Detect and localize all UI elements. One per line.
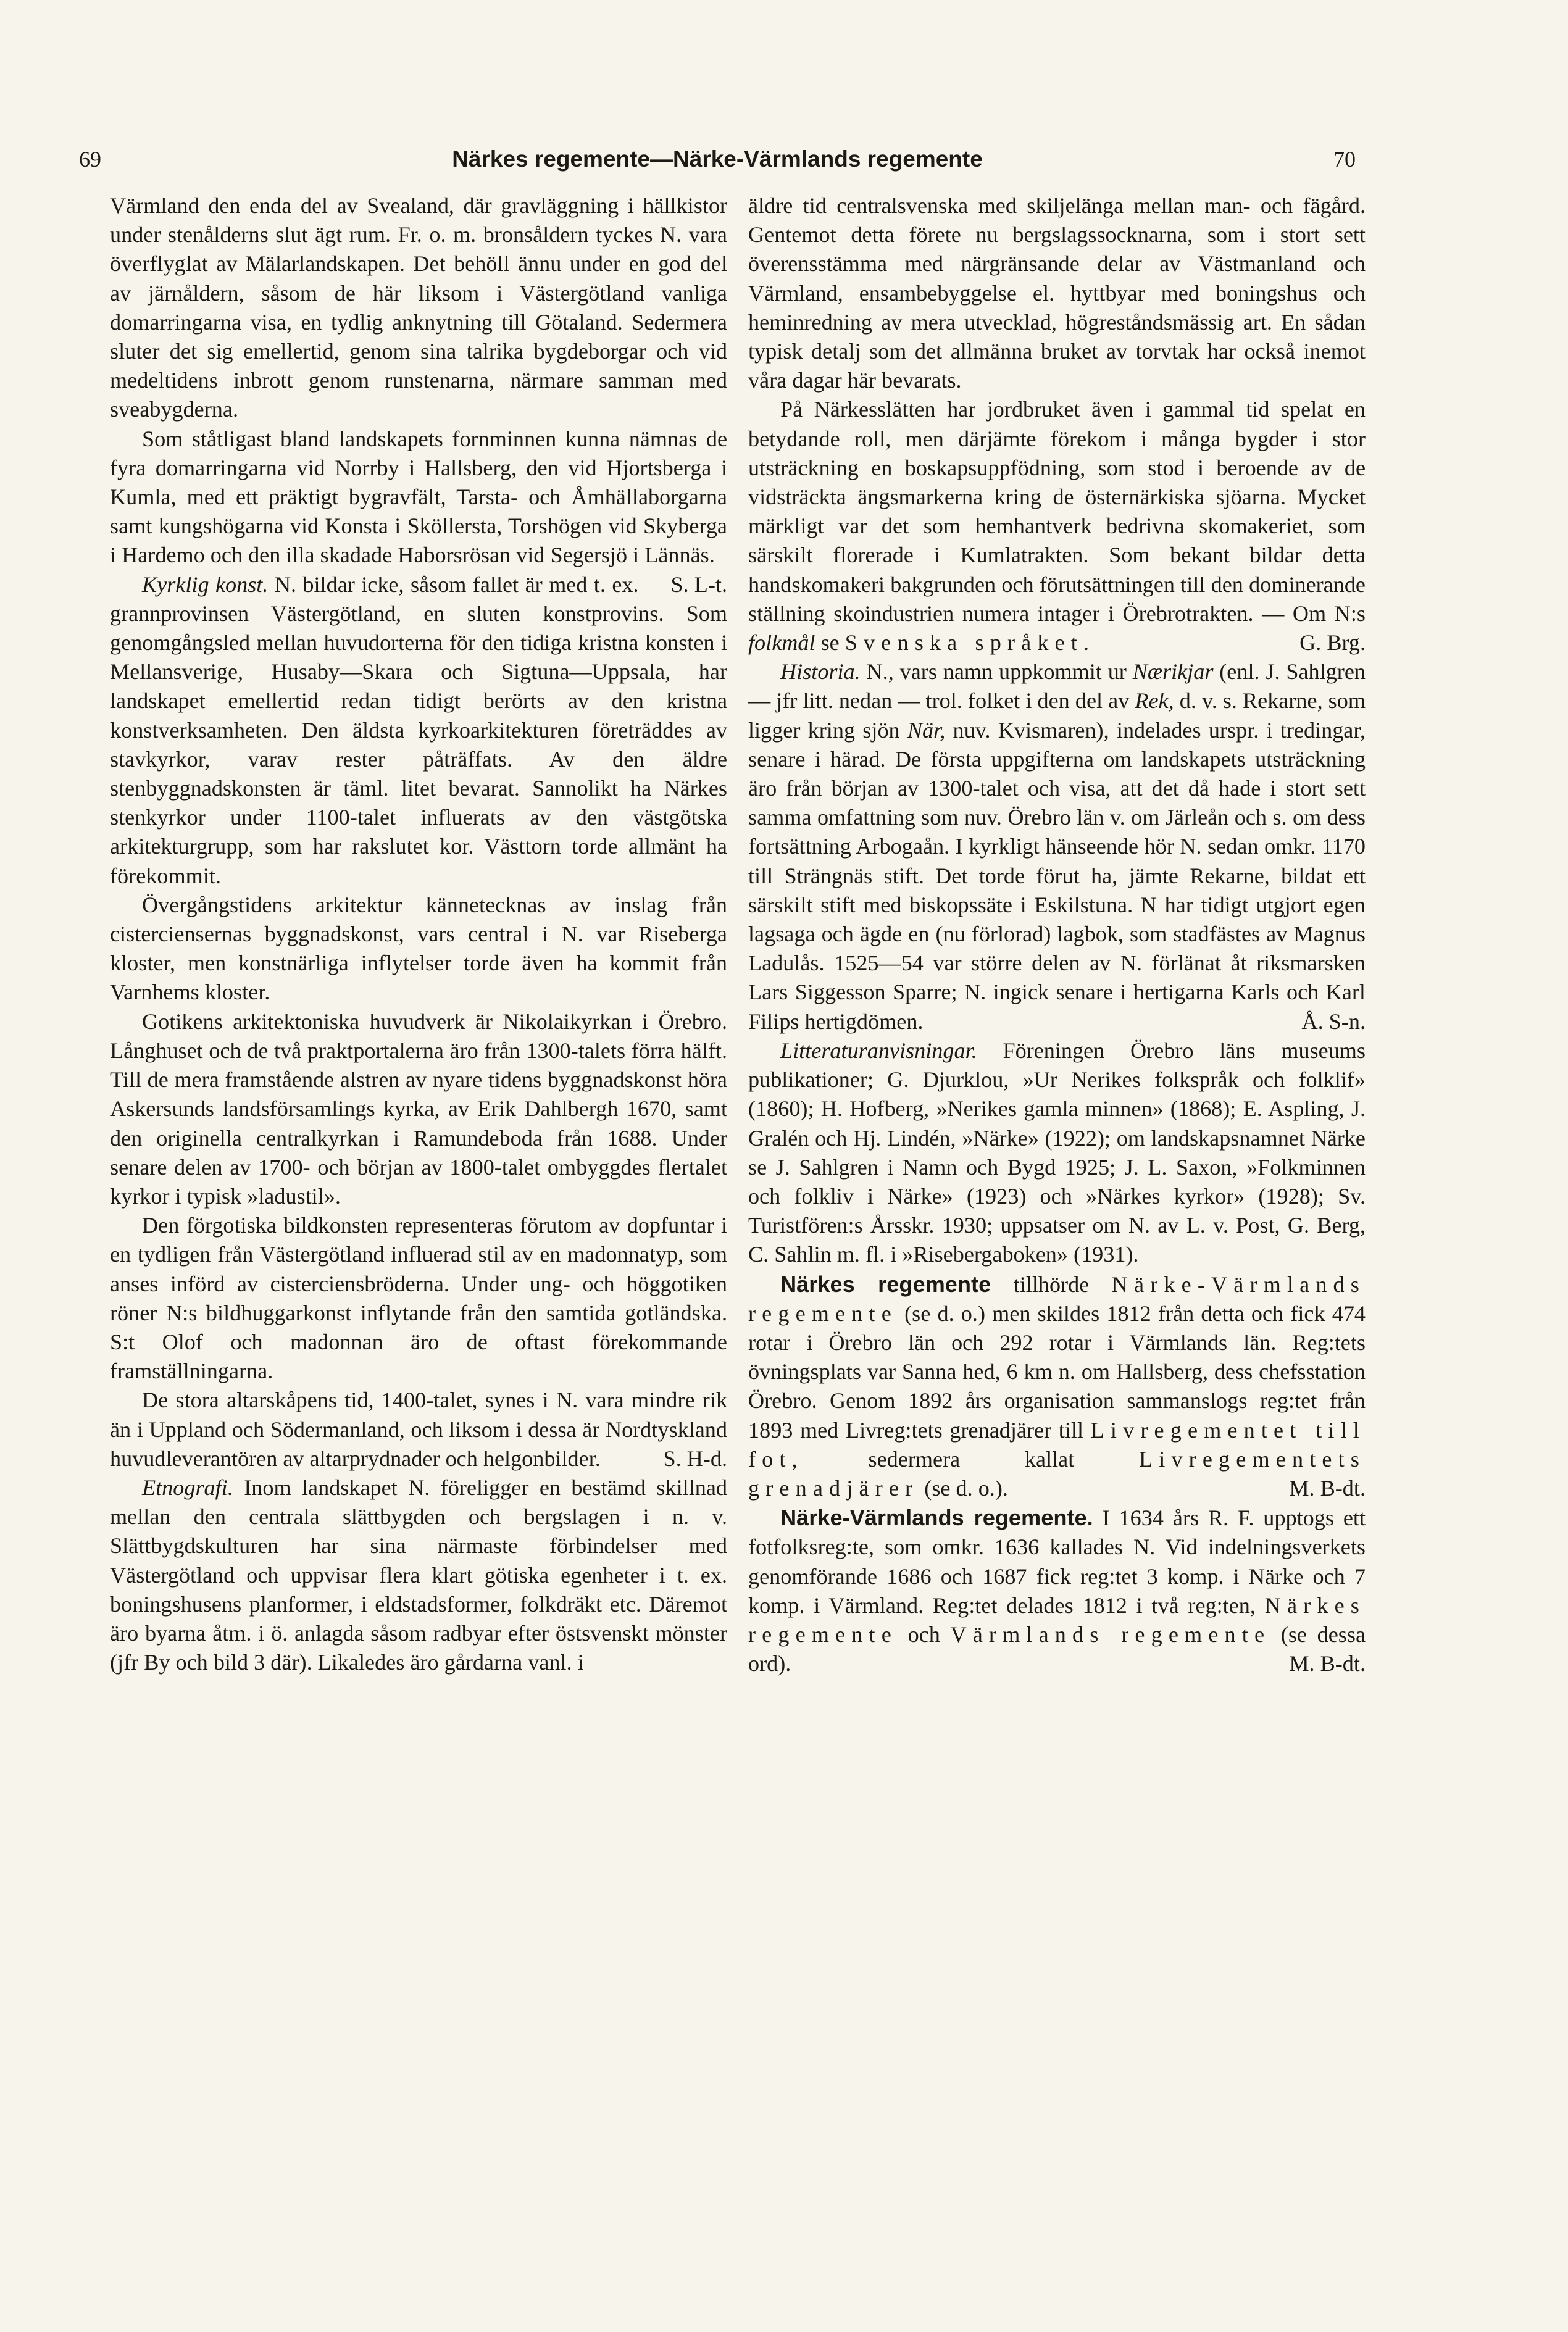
section-heading: Litteraturanvisningar.: [780, 1038, 977, 1063]
paragraph: Närke-Värmlands regemente. I 1634 års R. F. upptogs ett fotfolksreg:te, som omkr. 1636 kallades N. Vid indelningsverkets genomförande 1686 och 1687 fick reg:tet 3 komp. i Närke och 7 komp. i Värmland. Reg:tet delades 1812 i två reg:ten, Närkes regemente och Värmlands regemente (se dessa ord). M. B-dt.: [748, 1503, 1366, 1678]
author-signature: M. B-dt.: [1289, 1475, 1366, 1501]
section-heading: Historia.: [780, 659, 861, 685]
section-heading: Etnografi.: [142, 1475, 233, 1500]
paragraph: På Närkesslätten har jordbruket även i gammal tid spelat en betydande roll, men därjämte förekom i många bygder i stor utsträckning en boskapsuppfödning, som stod i beroende av de vidsträckta ängsmarkerna kring de östernärkiska sjöarna. Mycket märkligt var det som hemhantverk bedrivna skomakeriet, som särskilt florerade i Kumlatrakten. Som bekant bildar detta handskomakeri bakgrunden och förutsättningen till den dominerande ställning skoindustrien numera intager i Örebrotrakten. — Om N:s folkmål se Svenska språket. G. Brg.: [748, 395, 1366, 657]
paragraph: Som ståtligast bland landskapets fornminnen kunna nämnas de fyra domarringarna vid Norrby i Hallsberg, den vid Hjortsberga i Kumla, med ett präktigt bygravfält, Tarsta- och Åmhällaborgarna samt kungshögarna vid Konsta i Sköllersta, Torshögen vid Skyberga i Hardemo och den illa skadade Haborsrösan vid Segersjö i Lännäs. S. L-t.: [110, 425, 727, 570]
author-signature: M. B-dt.: [1289, 1651, 1366, 1676]
cross-reference: folkmål: [748, 630, 815, 656]
paragraph: Värmland den enda del av Svealand, där gravläggning i hällkistor under stenålderns slut ägt rum. Fr. o. m. bronsåldern tyckes N. vara överflyglat av Mälarlandskapen. Det behöll ännu under en god del av järnåldern, såsom de här liksom i Västergötland vanliga domarringarna visa, en tydlig anknytning till Götaland. Sedermera sluter det sig emellertid, genom sina talrika bygdeborgar och vid medeltidens inbrott genom runstenarna, närmare samman med sveabygderna.: [110, 193, 727, 422]
author-signature: S. L-t.: [670, 572, 727, 597]
section-heading: Kyrklig konst.: [142, 572, 269, 597]
author-signature: Å. S-n.: [1301, 1009, 1366, 1034]
paragraph: De stora altarskåpens tid, 1400-talet, synes i N. vara mindre rik än i Uppland och Södermanland, och liksom i dessa är Nordtyskland huvudleverantören av altarprydnader och helgonbilder. S. H-d.: [110, 1386, 727, 1473]
page-header: [79, 137, 1356, 181]
author-signature: S. H-d.: [663, 1446, 727, 1471]
cross-reference: Svenska språket.: [844, 630, 1096, 656]
paragraph: Litteraturanvisningar. Föreningen Örebro läns museums publikationer; G. Djurklou, »Ur Nerikes folkspråk och folklif» (1860); H. Hofberg, »Nerikes gamla minnen» (1868); E. Aspling, J. Gralén och Hj. Lindén, »Närke» (1922); om landskapsnamnet Närke se J. Sahlgren i Namn och Bygd 1925; J. L. Saxon, »Folkminnen och folkliv i Närke» (1923) och »Närkes kyrkor» (1928); Sv. Turistfören:s Årsskr. 1930; uppsatser om N. av L. v. Post, G. Berg, C. Sahlin m. fl. i »Risebergaboken» (1931).: [748, 1038, 1366, 1267]
paragraph: äldre tid centralsvenska med skiljelänga mellan man- och fägård. Gentemot detta förete nu bergslagssocknarna, som i stort sett överensstämma med närgränsande delar av Västmanland och Värmland, ensambebyggelse el. hyttbyar med boningshus och heminredning av mera utvecklad, högreståndsmässig art. En sådan typisk detalj som det allmänna bruket av torvtak har också inemot våra dagar här bevarats.: [748, 193, 1366, 393]
running-title: Närkes regemente—Närke-Värmlands regemente: [452, 146, 983, 172]
page-number-left: 69: [79, 147, 101, 172]
paragraph: Närkes regemente tillhörde Närke-Värmlands regemente (se d. o.) men skildes 1812 från detta och fick 474 rotar i Örebro län och 292 rotar i Värmlands län. Reg:tets övningsplats var Sanna hed, 6 km n. om Hallsberg, dess chefsstation Örebro. Genom 1892 års organisation sammanslogs reg:tet från 1893 med Livreg:tets grenadjärer till Livregementet till fot, sedermera kallat Livregementets grenadjärer (se d. o.). M. B-dt.: [748, 1270, 1366, 1504]
page-number-right: 70: [1333, 147, 1356, 172]
paragraph: Kyrklig konst. N. bildar icke, såsom fallet är med t. ex. grannprovinsen Västergötland, en sluten konstprovins. Som genomgångsled mellan huvudorterna för den tidiga kristna konsten i Mellansverige, Husaby—Skara och Sigtuna—Uppsala, har landskapet emellertid redan tidigt berörts av den kristna konstverksamheten. Den äldsta kyrkoarkitekturen företräddes av stavkyrkor, varav rester påträffats. Av den äldre stenbyggnadskonsten är täml. litet bevarat. Sannolikt ha Närkes stenkyrkor under 1100-talet influerats av den västgötska arkitekturgrupp, som har rakslutet kor. Västtorn torde allmänt ha förekommit.: [110, 572, 727, 888]
paragraph: Den förgotiska bildkonsten representeras förutom av dopfuntar i en tydligen från Västergötland influerad stil av en madonnatyp, som anses införd av cisterciensbröderna. Under ung- och höggotiken röner N:s bildhuggarkonst inflytande från den samtida gotländska. S:t Olof och madonnan äro de oftast förekommande framställningarna.: [110, 1213, 727, 1384]
entry-heading: Närkes regemente: [780, 1271, 991, 1297]
author-signature: G. Brg.: [1299, 630, 1366, 656]
paragraph: Övergångstidens arkitektur kännetecknas av inslag från cisterciensernas byggnadskonst, vars central i N. var Riseberga kloster, men konstnärliga inflytelser torde även ha kommit från Varnhems kloster.: [110, 892, 727, 1005]
paragraph: Historia. N., vars namn uppkommit ur Nærikjar (enl. J. Sahlgren — jfr litt. nedan — trol. folket i den del av Rek, d. v. s. Rekarne, som ligger kring sjön När, nuv. Kvismaren), indelades urspr. i tredingar, senare i härad. De första uppgifterna om landskapets utsträckning äro från början av 1300-talet och visa, att det då hade i stort sett samma omfattning som nuv. Örebro län v. om Järleån och s. om dess fortsättning Arbogaån. I kyrkligt hänseende hör N. sedan omkr. 1170 till Strängnäs stift. Det torde förut ha, jämte Rekarne, bildat ett särskilt stift med biskopssäte i Eskilstuna. N har tidigt utgjort egen lagsaga och ägde en (nu förlorad) lagbok, som stadfästes av Magnus Ladulås. 1525—54 var större delen av N. förlänat åt riksmarsken Lars Siggesson Sparre; N. ingick senare i hertigarna Karls och Karl Filips hertigdömen. Å. S-n.: [748, 657, 1366, 1036]
paragraph: Etnografi. Inom landskapet N. föreligger en bestämd skillnad mellan den centrala slättbygden och bergslagen i n. v. Slättbygdskulturen har sina närmaste förbindelser med Västergötland och uppvisar flera klart götiska egenheter i t. ex. boningshusens planformer, i eldstadsformer, folkdräkt etc. Däremot äro byarna åtm. i ö. anlagda såsom radbyar efter östsvenskt mönster (jfr By och bild 3 där). Likaledes äro gårdarna vanl. i: [110, 1475, 728, 1675]
paragraph: Gotikens arkitektoniska huvudverk är Nikolaikyrkan i Örebro. Långhuset och de två praktportalerna äro från 1300-talets förra hälft. Till de mera framstående alstren av nyare tidens byggnadskonst höra Askersunds landsförsamlings kyrka, av Erik Dahlbergh 1670, samt den originella centralkyrkan i Ramundeboda från 1688. Under senare delen av 1700- och början av 1800-talet ombyggdes flertalet kyrkor i typisk »ladustil».: [110, 1009, 727, 1209]
left-column: [110, 191, 727, 2278]
entry-heading: Närke-Värmlands regemente.: [780, 1505, 1093, 1531]
right-column: [748, 191, 1366, 2278]
